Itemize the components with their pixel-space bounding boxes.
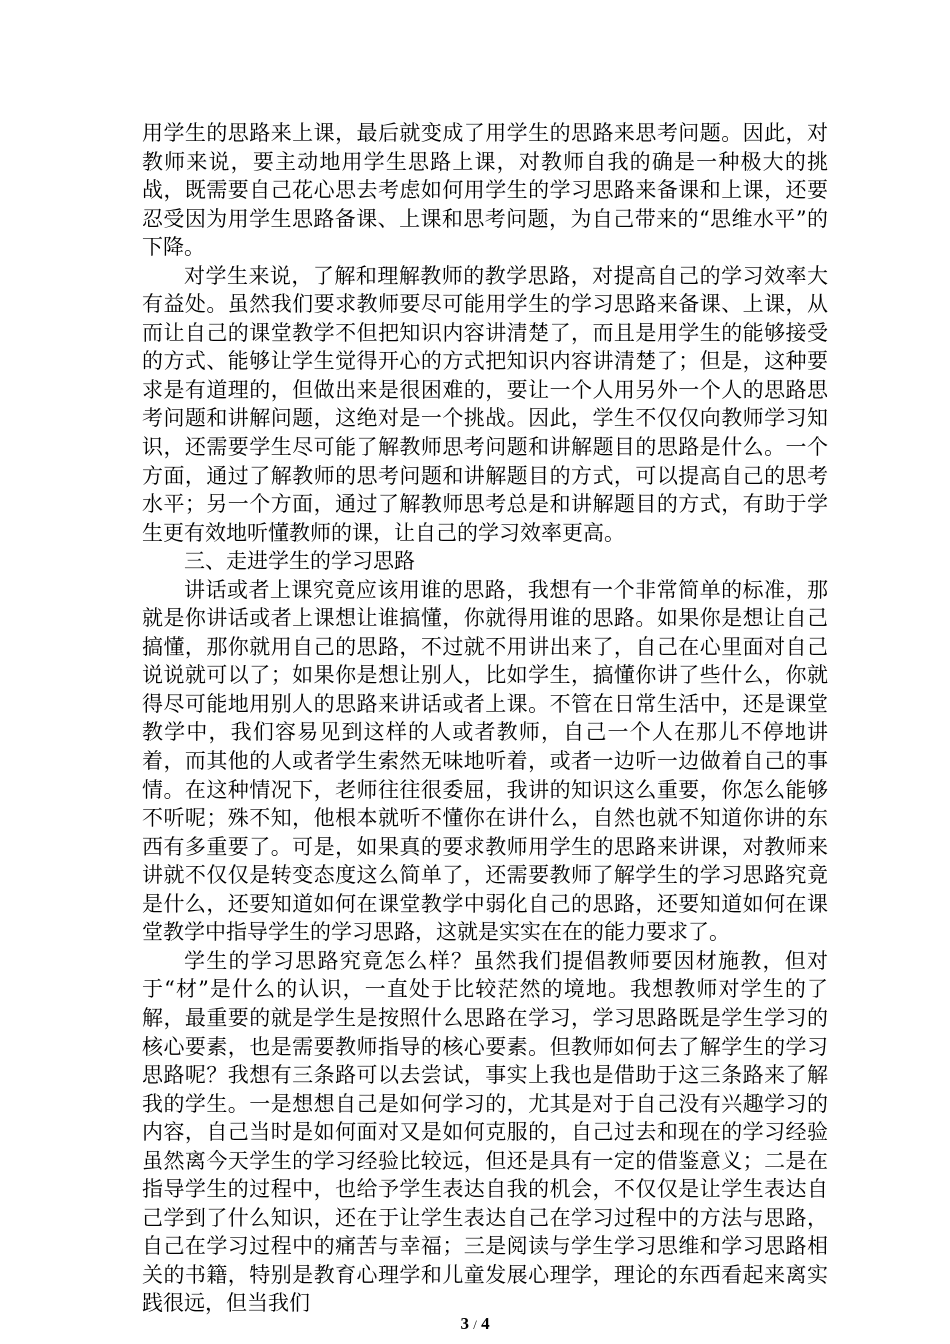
paragraph-4: 学生的学习思路究竟怎么样？虽然我们提倡教师要因材施教，但对于“材”是什么的认识，一直处于比较茫然的境地。我想教师对学生的了解，最重要的就是学生是按照什么思路在学习，学习思路既是学生学习的核心要素，也是需要教师指导的核心要素。但教师如何去了解学生的学习思路呢？我想有三条路可以去尝试，事实上我也是借助于这三条路来了解我的学生。一是想想自己是如何学习的，尤其是对于自己没有兴趣学习的内容，自己当时是如何面对又是如何克服的，自己过去和现在的学习经验虽然离今天学生的学习经验比较远，但还是具有一定的借鉴意义；二是在指导学生的过程中，也给予学生表达自我的机会，不仅仅是让学生表达自己学到了什么知识，还在于让学生表达自己在学习过程中的方法与思路，自己在学习过程中的痛苦与幸福；三是阅读与学生学习思维和学习思路相关的书籍，特别是教育心理学和儿童发展心理学，理论的东西看起来离实践很远，但当我们 (142, 948, 828, 1316)
paragraph-1: 用学生的思路来上课，最后就变成了用学生的思路来思考问题。因此，对教师来说，要主动地用学生思路上课，对教师自我的确是一种极大的挑战，既需要自己花心思去考虑如何用学生的学习思路来备课和上课，还要忍受因为用学生思路备课、上课和思考问题，为自己带来的“思维水平”的下降。 (142, 121, 828, 260)
paragraph-2: 对学生来说，了解和理解教师的教学思路，对提高自己的学习效率大有益处。虽然我们要求教师要尽可能用学生的学习思路来备课、上课，从而让自己的课堂教学不但把知识内容讲清楚了，而且是用学生的能够接受的方式、能够让学生觉得开心的方式把知识内容讲清楚了；但是，这种要求是有道理的，但做出来是很困难的，要让一个人用另外一个人的思路思考问题和讲解问题，这绝对是一个挑战。因此，学生不仅仅向教师学习知识，还需要学生尽可能了解教师思考问题和讲解题目的思路是什么。一个方面，通过了解教师的思考问题和讲解题目的方式，可以提高自己的思考水平；另一个方面，通过了解教师思考总是和讲解题目的方式，有助于学生更有效地听懂教师的课，让自己的学习效率更高。 (142, 263, 828, 545)
section-heading: 三、走进学生的学习思路 (184, 549, 415, 574)
document-body (142, 119, 828, 1318)
page-number (0, 1314, 950, 1334)
page-current: 3 (460, 1314, 469, 1333)
page-separator: / (473, 1317, 477, 1332)
page-total: 4 (481, 1314, 490, 1333)
paragraph-3: 讲话或者上课究竟应该用谁的思路，我想有一个非常简单的标准，那就是你讲话或者上课想让谁搞懂，你就得用谁的思路。如果你是想让自己搞懂，那你就用自己的思路，不过就不用讲出来了，自己在心里面对自己说说就可以了；如果你是想让别人，比如学生，搞懂你讲了些什么，你就得尽可能地用别人的思路来讲话或者上课。不管在日常生活中，还是课堂教学中，我们容易见到这样的人或者教师，自己一个人在那儿不停地讲着，而其他的人或者学生索然无味地听着，或者一边听一边做着自己的事情。在这种情况下，老师往往很委屈，我讲的知识这么重要，你怎么能够不听呢；殊不知，他根本就听不懂你在讲什么，自然也就不知道你讲的东西有多重要了。可是，如果真的要求教师用学生的思路来讲课，对教师来讲就不仅仅是转变态度这么简单了，还需要教师了解学生的学习思路究竟是什么，还要知道如何在课堂教学中弱化自己的思路，还要知道如何在课堂教学中指导学生的学习思路，这就是实实在在的能力要求了。 (142, 577, 828, 945)
